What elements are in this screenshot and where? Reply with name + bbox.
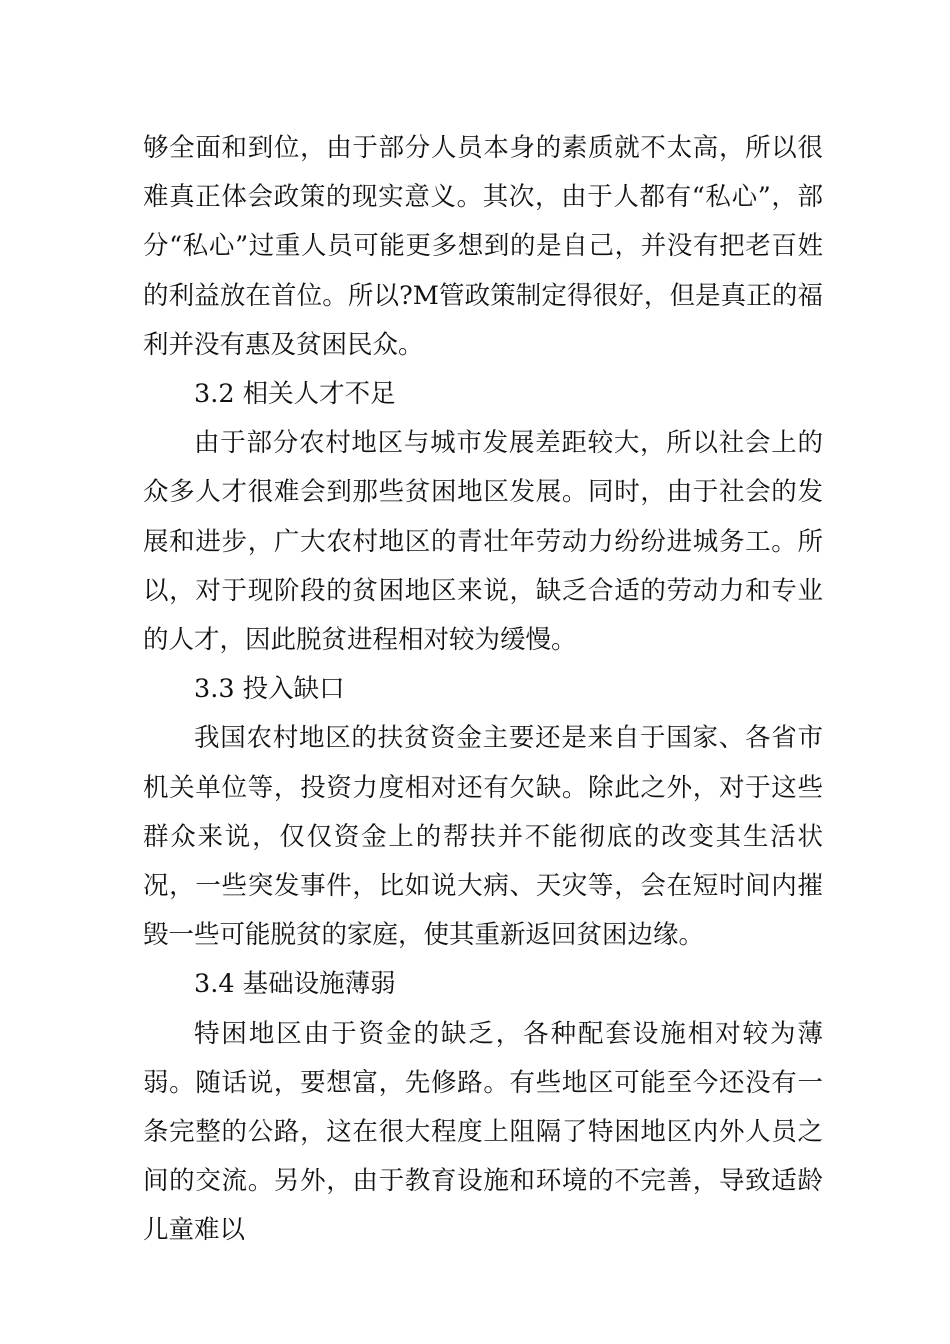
section-heading-3-3: 3.3 投入缺口 — [194, 674, 345, 705]
section-heading-3-4: 3.4 基础设施薄弱 — [194, 969, 396, 1000]
document-body — [143, 124, 823, 1256]
paragraph-investment-gap: 我国农村地区的扶贫资金主要还是来自于国家、各省市机关单位等，投资力度相对还有欠缺。除此之外，对于这些群众来说，仅仅资金上的帮扶并不能彻底的改变其生活状况，一些突发事件，比如说大病、天灾等，会在短时间内摧毁一些可能脱贫的家庭，使其重新返回贫困边缘。 — [143, 723, 823, 951]
paragraph-continuation: 够全面和到位，由于部分人员本身的素质就不太高，所以很难真正体会政策的现实意义。其次，由于人都有“私心”，部分“私心”过重人员可能更多想到的是自己，并没有把老百姓的利益放在首位。所以?M管政策制定得很好，但是真正的福利并没有惠及贫困民众。 — [143, 133, 823, 360]
paragraph-infrastructure: 特困地区由于资金的缺乏，各种配套设施相对较为薄弱。随话说，要想富，先修路。有些地区可能至今还没有一条完整的公路，这在很大程度上阻隔了特困地区内外人员之间的交流。另外，由于教育设施和环境的不完善，导致适龄儿童难以 — [143, 1018, 823, 1246]
paragraph-talent-shortage: 由于部分农村地区与城市发展差距较大，所以社会上的众多人才很难会到那些贫困地区发展。同时，由于社会的发展和进步，广大农村地区的青壮年劳动力纷纷进城务工。所以，对于现阶段的贫困地区来说，缺乏合适的劳动力和专业的人才，因此脱贫进程相对较为缓慢。 — [143, 428, 823, 656]
section-heading-3-2: 3.2 相关人才不足 — [194, 379, 396, 410]
